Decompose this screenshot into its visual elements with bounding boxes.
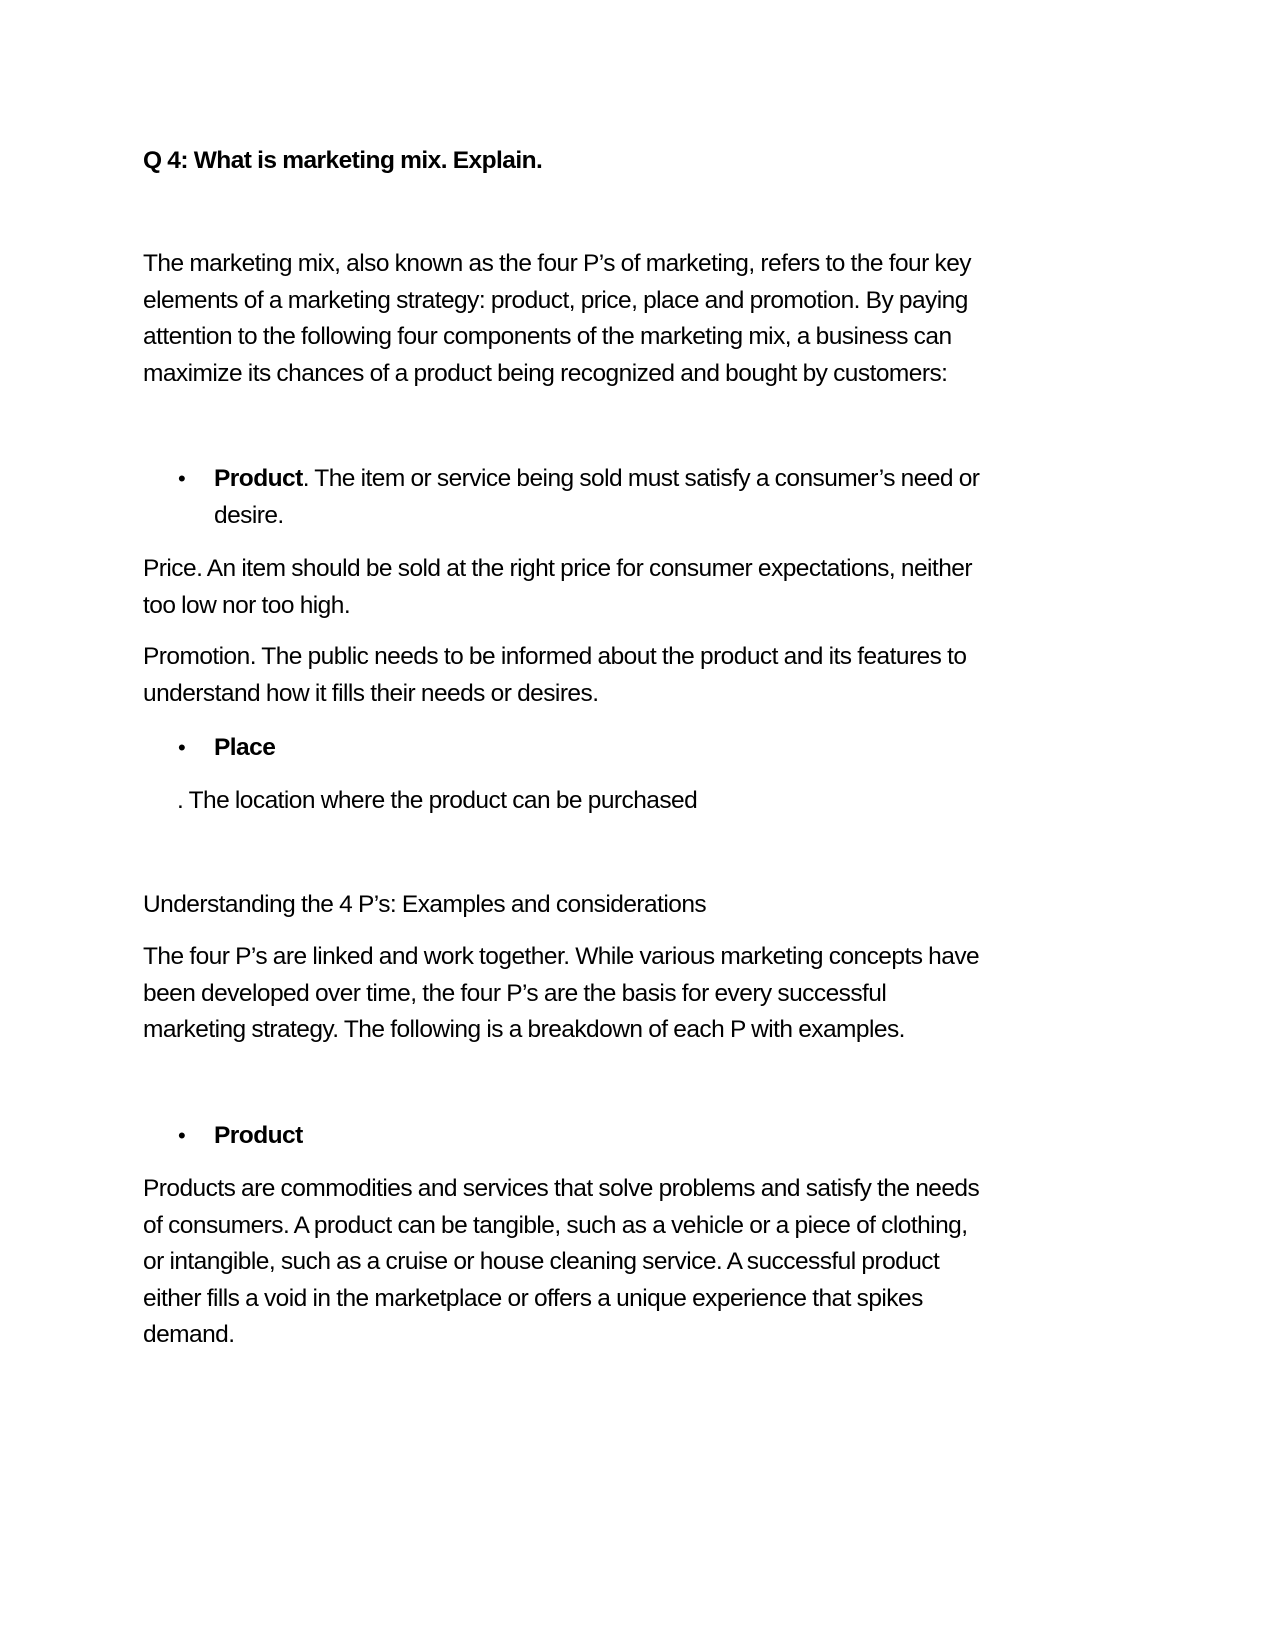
text-line: maximize its chances of a product being recognized and bought by customers: [143,359,948,387]
question-heading: Q 4: What is marketing mix. Explain. [143,147,543,174]
list-item-term: Product [214,1122,303,1149]
list-item-product-2 [214,1118,303,1155]
list-item-term: Place [214,734,276,761]
text-line: marketing strategy. The following is a breakdown of each P with examples. [143,1016,905,1043]
text-line: demand. [143,1321,235,1348]
text-line: Price. An item should be sold at the right price for consumer expectations, neither [143,555,972,582]
section-subheading: Understanding the 4 P’s: Examples and considerations [143,891,707,918]
promotion-paragraph [143,639,1083,712]
text-line: Products are commodities and services that solve problems and satisfy the needs [143,1175,980,1202]
text-line: been developed over time, the four P’s are the basis for every successful [143,979,887,1007]
text-line: Promotion. The public needs to be informed about the product and its features to [143,643,967,670]
text-line: The marketing mix, also known as the four P’s of marketing, refers to the four key [143,250,971,277]
bullet-icon: • [178,1123,186,1148]
place-description: . The location where the product can be purchased [177,787,698,814]
text-line: understand how it fills their needs or desires. [143,679,599,707]
list-item-text: . The item or service being sold must satisfy a consumer’s need or [302,465,980,492]
bullet-icon: • [178,466,186,491]
price-paragraph [143,551,1083,624]
intro-paragraph [143,246,1083,392]
text-line: elements of a marketing strategy: product, price, place and promotion. By paying [143,286,968,314]
text-line: The four P’s are linked and work together. While various marketing concepts have [143,943,980,970]
text-line: too low nor too high. [143,591,351,619]
text-line: attention to the following four components of the marketing mix, a business can [143,323,952,350]
text-line: of consumers. A product can be tangible, such as a vehicle or a piece of clothing, [143,1211,968,1239]
list-item-term: Product [214,465,303,492]
linked-paragraph [143,939,1083,1049]
list-item-place [214,730,275,767]
product-paragraph [143,1171,1083,1354]
list-item-text: desire. [214,501,284,529]
text-line: or intangible, such as a cruise or house cleaning service. A successful product [143,1248,940,1275]
text-line: either fills a void in the marketplace or offers a unique experience that spikes [143,1284,923,1312]
list-item-product [214,461,979,534]
bullet-icon: • [178,735,186,760]
